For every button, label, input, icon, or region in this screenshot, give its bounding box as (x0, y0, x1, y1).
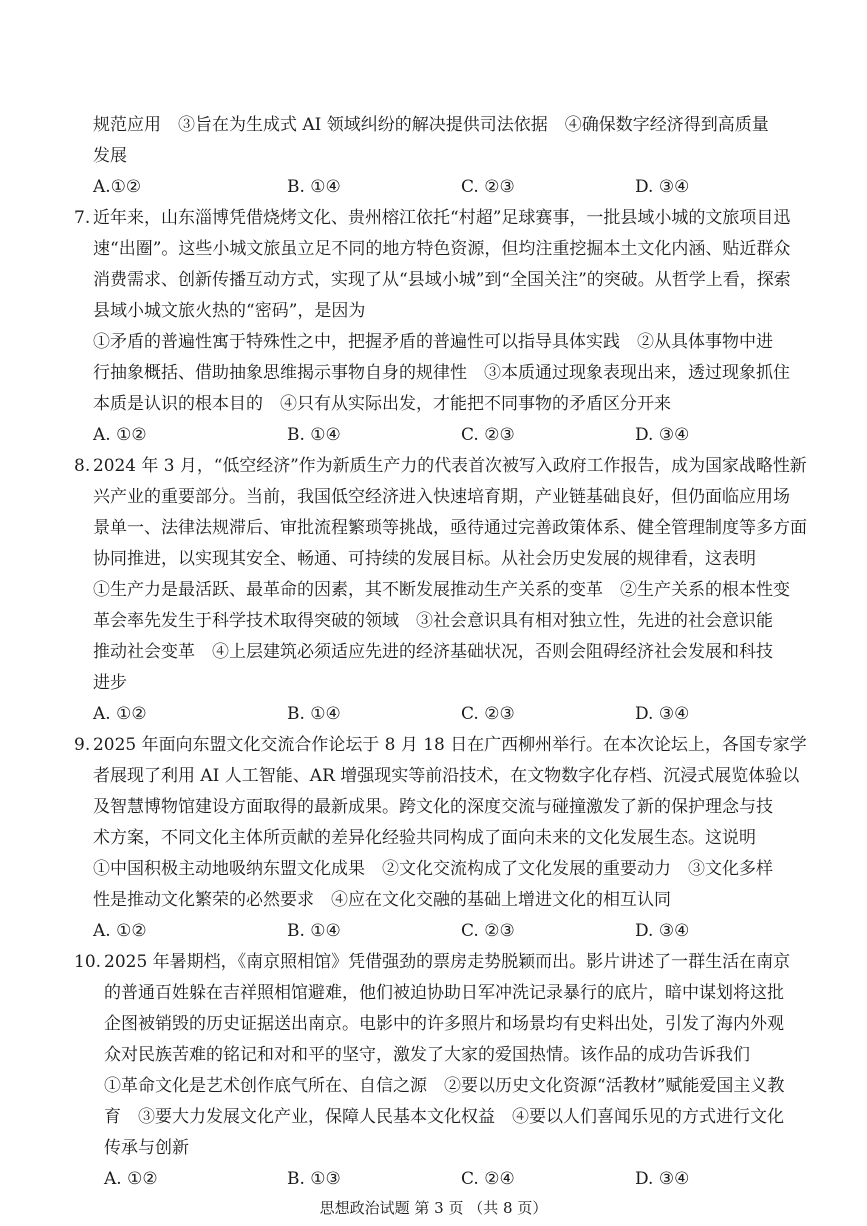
continuation-line-1: 规范应用 ③旨在为生成式 AI 领域纠纷的解决提供司法依据 ④确保数字经济得到高质量 (93, 115, 769, 135)
q9-stem-line-4: 术方案，不同文化主体所贡献的差异化经验共同构成了面向未来的文化发展生态。这说明 (93, 828, 756, 848)
q8-choice-line-2: 革会率先发生于科学技术取得突破的领域 ③社会意识具有相对独立性，先进的社会意识能 (93, 611, 773, 631)
q8-choice-line-4: 进步 (93, 673, 127, 693)
q9-options (0, 916, 867, 947)
q10-number: 10. (74, 952, 102, 972)
q7-stem-line-3: 消费需求、创新传播互动方式，实现了从“县域小城”到“全国关注”的突破。从哲学上看，探索 (93, 270, 791, 290)
option-d: D. ③④ (635, 425, 690, 445)
q7-stem-line-1: 近年来，山东淄博凭借烧烤文化、贵州榕江依托“村超”足球赛事，一批县域小城的文旅项目迅 (93, 208, 791, 228)
option-d: D. ③④ (635, 177, 690, 197)
q8-number: 8. (74, 456, 91, 476)
option-b: B. ①④ (287, 177, 341, 197)
q7-choice-line-1: ①矛盾的普遍性寓于特殊性之中，把握矛盾的普遍性可以指导具体实践 ②从具体事物中进 (93, 332, 773, 352)
q8-stem-line-1: 2024 年 3 月，“低空经济”作为新质生产力的代表首次被写入政府工作报告，成为国家战略性新 (93, 456, 807, 476)
option-a: A. ①② (93, 704, 147, 724)
q7-number: 7. (74, 208, 91, 228)
option-c: C. ②③ (461, 425, 515, 445)
q10-choice-line-2: 育 ③要大力发展文化产业，保障人民基本文化权益 ④要以人们喜闻乐见的方式进行文化 (104, 1107, 784, 1127)
q10-stem-line-2: 的普通百姓躲在吉祥照相馆避难，他们被迫协助日军冲洗记录暴行的底片，暗中谋划将这批 (104, 983, 784, 1003)
q7-stem-line-2: 速“出圈”。这些小城文旅虽立足不同的地方特色资源，但均注重挖掘本土文化内涵、贴近群众 (93, 239, 791, 259)
q9-number: 9. (74, 735, 91, 755)
q10-choice-line-3: 传承与创新 (104, 1138, 189, 1158)
q7-stem-line-4: 县域小城文旅火热的“密码”，是因为 (93, 301, 366, 321)
q10-stem-line-4: 众对民族苦难的铭记和对和平的坚守，激发了大家的爱国热情。该作品的成功告诉我们 (104, 1045, 750, 1065)
option-b: B. ①④ (287, 425, 341, 445)
q7-choice-line-2: 行抽象概括、借助抽象思维揭示事物自身的规律性 ③本质通过现象表现出来，透过现象抓住 (93, 363, 790, 383)
option-c: C. ②③ (461, 921, 515, 941)
q9-stem-line-1: 2025 年面向东盟文化交流合作论坛于 8 月 18 日在广西柳州举行。在本次论坛上，各国专家学 (93, 735, 807, 755)
q8-options (0, 699, 867, 730)
q10-options (0, 1164, 867, 1195)
option-a: A. ①② (93, 425, 147, 445)
q6-options (0, 172, 867, 203)
option-c: C. ②③ (461, 704, 515, 724)
q8-choice-line-1: ①生产力是最活跃、最革命的因素，其不断发展推动生产关系的变革 ②生产关系的根本性变 (93, 580, 790, 600)
option-b: B. ①④ (287, 704, 341, 724)
option-a: A. ①② (104, 1169, 158, 1189)
option-a: A.①② (93, 177, 142, 197)
q9-stem-line-2: 者展现了利用 AI 人工智能、AR 增强现实等前沿技术，在文物数字化存档、沉浸式展览体验以 (93, 766, 800, 786)
q10-stem-line-3: 企图被销毁的历史证据送出南京。电影中的许多照片和场景均有史料出处，引发了海内外观 (104, 1014, 784, 1034)
q7-choice-line-3: 本质是认识的根本目的 ④只有从实际出发，才能把不同事物的矛盾区分开来 (93, 394, 671, 414)
q8-stem-line-3: 景单一、法律法规滞后、审批流程繁琐等挑战，亟待通过完善政策体系、健全管理制度等多方面 (93, 518, 807, 538)
q9-choice-line-2: 性是推动文化繁荣的必然要求 ④应在文化交融的基础上增进文化的相互认同 (93, 890, 671, 910)
page-footer: 思想政治试题 第 3 页 （共 8 页） (319, 1199, 548, 1217)
q10-stem-line-1: 2025 年暑期档，《南京照相馆》凭借强劲的票房走势脱颖而出。影片讲述了一群生活在南京 (104, 952, 791, 972)
q7-options (0, 420, 867, 451)
q8-stem-line-4: 协同推进，以实现其安全、畅通、可持续的发展目标。从社会历史发展的规律看，这表明 (93, 549, 756, 569)
option-d: D. ③④ (635, 921, 690, 941)
continuation-line-2: 发展 (93, 146, 127, 166)
q10-choice-line-1: ①革命文化是艺术创作底气所在、自信之源 ②要以历史文化资源“活教材”赋能爱国主义教 (104, 1076, 785, 1096)
q9-stem-line-3: 及智慧博物馆建设方面取得的最新成果。跨文化的深度交流与碰撞激发了新的保护理念与技 (93, 797, 773, 817)
q8-stem-line-2: 兴产业的重要部分。当前，我国低空经济进入快速培育期，产业链基础良好，但仍面临应用场 (93, 487, 790, 507)
option-c: C. ②④ (461, 1169, 515, 1189)
q8-choice-line-3: 推动社会变革 ④上层建筑必须适应先进的经济基础状况，否则会阻碍经济社会发展和科技 (93, 642, 773, 662)
option-d: D. ③④ (635, 704, 690, 724)
option-b: B. ①③ (287, 1169, 341, 1189)
option-c: C. ②③ (461, 177, 515, 197)
q9-choice-line-1: ①中国积极主动地吸纳东盟文化成果 ②文化交流构成了文化发展的重要动力 ③文化多样 (93, 859, 773, 879)
option-d: D. ③④ (635, 1169, 690, 1189)
option-b: B. ①④ (287, 921, 341, 941)
option-a: A. ①② (93, 921, 147, 941)
